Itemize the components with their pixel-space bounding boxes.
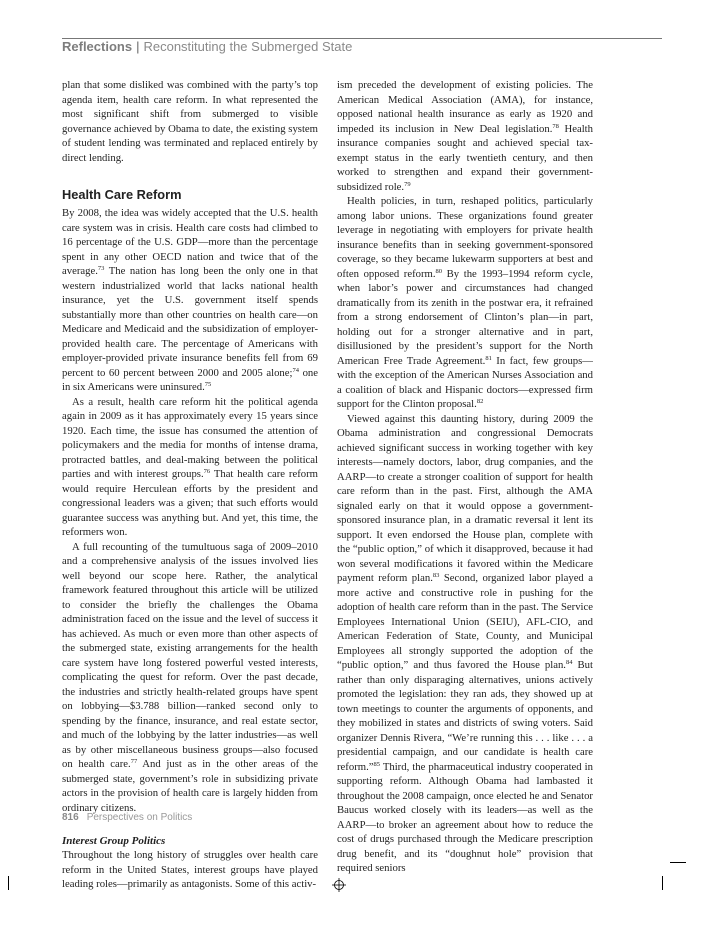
footnote-ref: 82 xyxy=(476,398,484,405)
right-column xyxy=(337,78,593,876)
footnote-ref: 81 xyxy=(485,354,492,362)
left-paragraph-4: A full recounting of the tumultuous saga of 2009–2010 and a comprehensive analysis of the issues involved lies well beyond our scope here. Rather, the analytical framework featured throughout this article will be utilized to consider the briefly the challenges the Obama administration faced on the issue and the level of success it has achieved. As much or even more than other aspects of the submerged state, existing arrangements for the health care system have long fostered powerful vested interests, complicating the quest for reform. Over the past decade, the industries and strictly health-related groups have spent on lobbying—$3.788 billion—ranked second only to spending by the finance, insurance, and real estate sector, and much of the lobbying by the latter industries—as well as by other miscellaneous business groups—also focused on health care.$^{77}$ And just as in the other areas of the submerged state, government’s role in subsidizing private actors in the provision of health care is largely hidden from ordinary citizens. xyxy=(62,540,318,814)
registration-mark-icon xyxy=(332,878,346,892)
header-text xyxy=(62,39,352,54)
left-paragraph-1: plan that some disliked was combined with the party’s top agenda item, health care reform. In what represented the most significant shift from submerged to visible governance achieved by Obama to date, the existing system of student lending was terminated and replaced entirely by direct lending. xyxy=(62,79,318,164)
footnote-ref: 73 xyxy=(97,265,105,272)
journal-name: Perspectives on Politics xyxy=(86,812,193,823)
footnote-ref: 77 xyxy=(130,758,138,765)
section-heading-health-care-reform: Health Care Reform xyxy=(62,187,182,202)
footnote-ref: 75 xyxy=(204,381,212,388)
left-column xyxy=(62,78,318,892)
header-separator: | xyxy=(136,39,140,54)
footnote-ref: 74 xyxy=(292,366,299,374)
footnote-ref: 80 xyxy=(435,267,443,275)
left-paragraph-2: By 2008, the idea was widely accepted that the U.S. health care system was in crisis. Health care costs had climbed to 16 percentage of the U.S. GDP—more than the percentage spent in any other OECD nation and twice that of the average.$^{73}$ The nation has long been the only one in that western industrialized world that lacks national health insurance, yet the U.S. government itself spends substantially more than other countries on health care—on Medicare and Medicaid and the subsidization of employer-provided health care. The percentage of Americans with employer-provided private insurance benefits fell from 69 percent to 60 percent between 2000 and 2005 alone;$^{74}$ one in six Americans were uninsured.$^{75}$ xyxy=(62,207,319,393)
crop-mark-left xyxy=(8,876,9,890)
header-title: Reconstituting the Submerged State xyxy=(143,39,353,54)
crop-mark-right-horizontal xyxy=(670,862,686,863)
footnote-ref: 83 xyxy=(432,572,440,579)
footnote-ref: 79 xyxy=(404,180,411,188)
crop-mark-right-vertical xyxy=(662,876,663,890)
footnote-ref: 76 xyxy=(203,468,211,475)
footnote-ref: 85 xyxy=(373,760,380,768)
page-number: 816 xyxy=(62,812,79,823)
header-section: Reflections xyxy=(62,39,133,54)
footnote-ref: 84 xyxy=(565,659,573,666)
right-paragraph-1: ism preceded the development of existing policies. The American Medical Association (AMA), for instance, opposed national health insurance as early as 1920 and impeded its inclusion in New Deal legislation.$^{78}$ Health insurance companies sought and achieved special tax-exempt status in the early twentieth century, and then worked to strengthen and expand their government-subsidized role.$^{79}$ xyxy=(337,79,593,193)
footnote-ref: 78 xyxy=(552,122,559,130)
right-paragraph-2: Health policies, in turn, reshaped politics, particularly among labor unions. These organizations found greater leverage in negotiating with employers for private health insurance benefits than in seeking government-sponsored coverage, so they became lukewarm supporters at best and often opposed reform.$^{80}$ By the 1993–1994 reform cycle, when labor’s power and circumstances had changed dramatically from its zenith in the postwar era, it refrained from a strong endorsement of Clinton’s plan—in part, holding out for a stronger alternative and in part, disillusioned by the president’s support for the North American Free Trade Agreement.$^{81}$ In fact, few groups—with the exception of the American Nurses Association and a coalition of black and Hispanic doctors—expressed firm support for the Clinton proposal.$^{82}$ xyxy=(337,195,593,410)
right-paragraph-3: Viewed against this daunting history, during 2009 the Obama administration and congressional Democrats achieved significant success in working together with key interests—namely doctors, labor, drug companies, and the AARP—to create a stronger coalition of support for health care reform than in the past. First, although the AMA signaled early on that it would oppose a government-sponsored insurance plan, in a dramatic reversal it lent its support. It even endorsed the House plan, complete with the “public option,” of which it disapproved, because it had won several modifications it favored within the Medicare payment reform plan.$^{83}$ Second, organized labor played a more active and constructive role in pushing for the adoption of health care reform than in the past. The Service Employees International Union (SEIU), AFL-CIO, and American Federation of State, County, and Municipal Employees all strongly supported the adoption of the “public option,” and thus favored the House plan.$^{84}$ But rather than only disparaging alternatives, unions actively promoted the legislation: they ran ads, they showed up at town meetings to counter the arguments of opponents, and they mobilized in states and districts of swing voters. Said organizer Dennis Rivera, “We’re running this . . . like . . . a presidential campaign, and our candidate is health care reform.”$^{85}$ Third, the pharmaceutical industry cooperated in supporting reform. Although Obama had lambasted it throughout the 2008 campaign, once elected he and Senator Baucus worked closely with its leaders—as well as the AARP—to broker an agreement about how to reduce the cost of drugs purchased through the Medicare prescription drug benefit, and its “doughnut hole” provision that required seniors xyxy=(337,412,593,874)
subsection-heading-interest-group-politics: Interest Group Politics xyxy=(62,835,166,847)
left-paragraph-5: Throughout the long history of struggles over health care reform in the United States, interest groups have played leading roles—primarily as antagonists. Some of this activ- xyxy=(62,849,318,890)
page-footer xyxy=(62,812,192,823)
left-paragraph-3: As a result, health care reform hit the political agenda again in 2009 as it has approximately every 15 years since 1920. Each time, the issue has consumed the attention of policymakers and the media for months of intense drama, protracted battles, and deal-making between the political parties and with interest groups.$^{76}$ That health care reform would require Herculean efforts by the president and congressional leaders was a given; that such efforts would guarantee success was anything but. And yet, this time, the reformers won. xyxy=(62,395,318,538)
